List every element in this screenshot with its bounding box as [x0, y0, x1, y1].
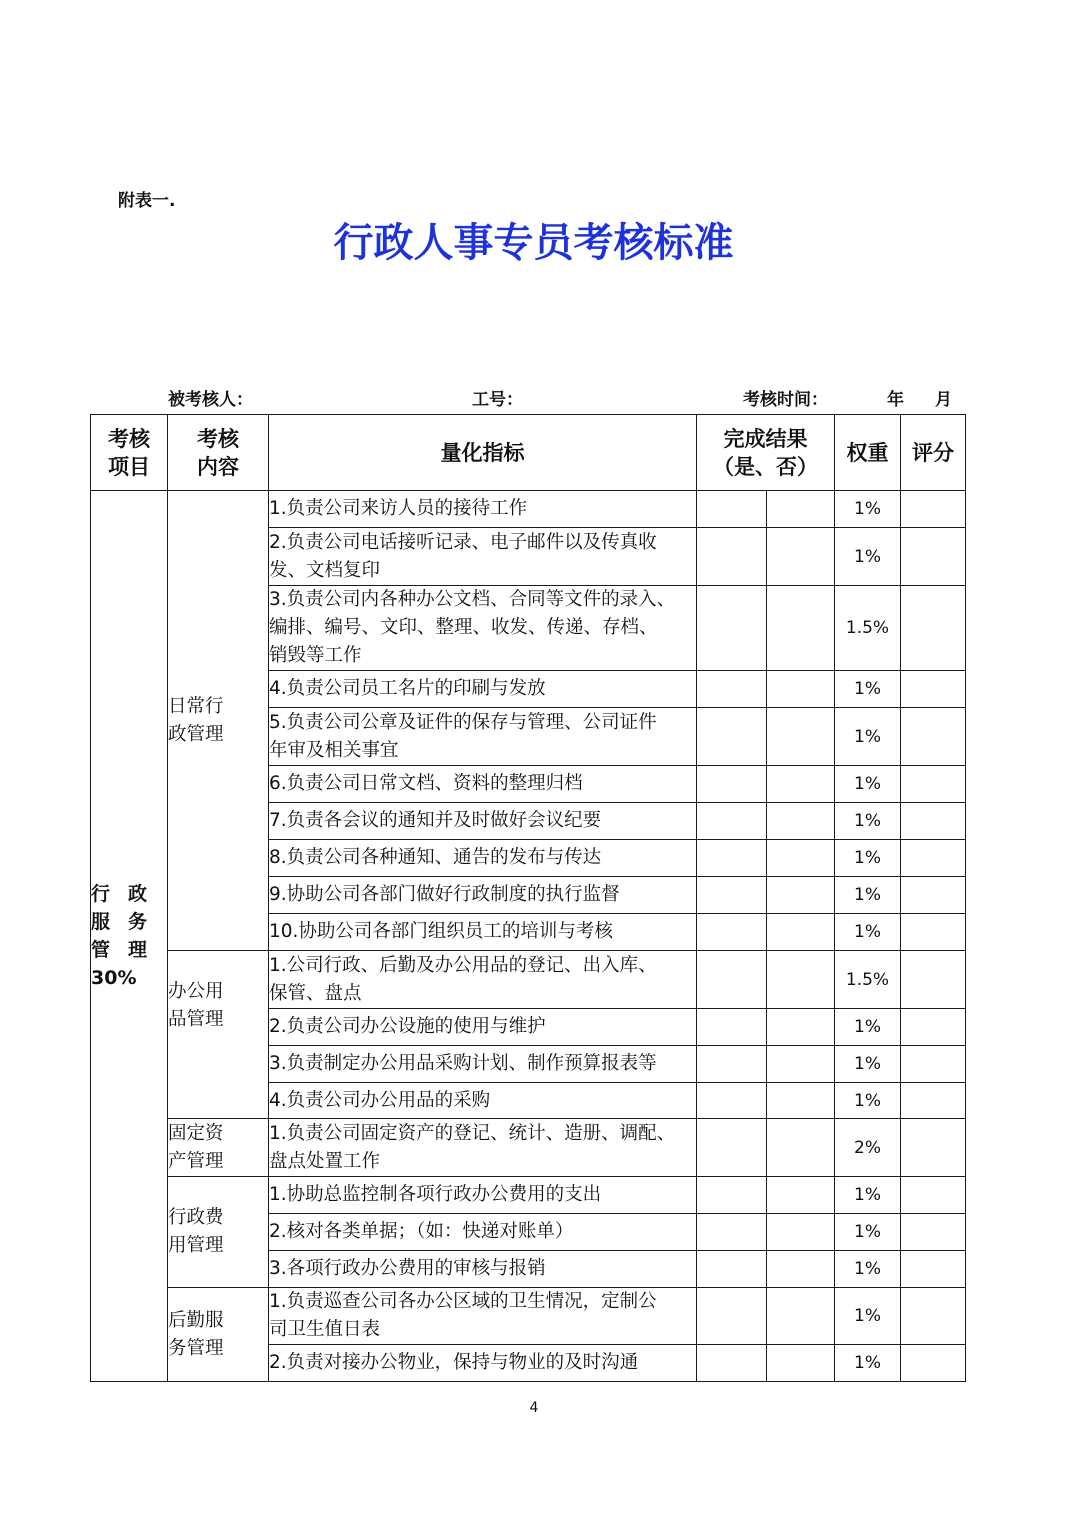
indicator-line: 2.负责公司办公设施的使用与维护	[269, 1016, 546, 1037]
header-row	[91, 415, 966, 491]
indicator-line: 9.协助公司各部门做好行政制度的执行监督	[269, 884, 620, 905]
group-label-line: 固定资	[168, 1122, 224, 1144]
group-label-line: 品管理	[168, 1008, 224, 1030]
result-no-cell	[767, 1119, 835, 1177]
group-label-line: 后勤服	[168, 1309, 224, 1331]
weight-cell: 1%	[835, 1345, 901, 1382]
score-cell	[901, 877, 966, 914]
indicator-cell	[269, 766, 697, 803]
group-label-line: 务管理	[168, 1337, 224, 1359]
indicator-cell	[269, 586, 697, 671]
indicator-cell	[269, 528, 697, 586]
weight-cell: 2%	[835, 1119, 901, 1177]
score-cell	[901, 766, 966, 803]
result-yes-cell	[697, 528, 767, 586]
indicator-line: 1.负责公司固定资产的登记、统计、造册、调配、	[269, 1122, 676, 1144]
assessment-time-label: 考核时间：	[743, 390, 828, 410]
month-label: 月	[935, 390, 952, 410]
indicator-line: 1.负责巡查公司各办公区域的卫生情况，定制公	[269, 1291, 657, 1312]
score-cell	[901, 1046, 966, 1083]
result-yes-cell	[697, 840, 767, 877]
indicator-line: 年审及相关事宜	[269, 739, 399, 761]
indicator-line: 3.负责制定办公用品采购计划、制作预算报表等	[269, 1053, 657, 1074]
result-yes-cell	[697, 877, 767, 914]
indicator-line: 10.协助公司各部门组织员工的培训与考核	[269, 921, 613, 942]
result-no-cell	[767, 766, 835, 803]
result-yes-cell	[697, 766, 767, 803]
result-no-cell	[767, 1288, 835, 1345]
page-number: 4	[529, 1400, 539, 1416]
indicator-line: 保管、盘点	[269, 982, 362, 1004]
score-cell	[901, 491, 966, 528]
result-no-cell	[767, 1009, 835, 1046]
result-yes-cell	[697, 1119, 767, 1177]
indicator-cell	[269, 1046, 697, 1083]
weight-cell: 1%	[835, 491, 901, 528]
score-cell	[901, 1345, 966, 1382]
score-cell	[901, 803, 966, 840]
group-label-line: 用管理	[168, 1235, 224, 1256]
group-label-cell	[168, 1119, 269, 1177]
result-no-cell	[767, 1083, 835, 1119]
header-indicator: 量化指标	[269, 415, 697, 491]
score-cell	[901, 708, 966, 766]
header-content-line: 内容	[197, 454, 239, 479]
page-title: 行政人事专员考核标准	[333, 220, 734, 266]
indicator-line: 2.负责公司电话接听记录、电子邮件以及传真收	[269, 531, 657, 553]
result-no-cell	[767, 803, 835, 840]
result-yes-cell	[697, 1288, 767, 1345]
score-cell	[901, 1177, 966, 1214]
result-yes-cell	[697, 586, 767, 671]
result-no-cell	[767, 840, 835, 877]
result-yes-cell	[697, 1083, 767, 1119]
indicator-cell	[269, 1009, 697, 1046]
header-score: 评分	[901, 415, 966, 491]
indicator-cell	[269, 1288, 697, 1345]
indicator-line: 2.核对各类单据；（如：快递对账单）	[269, 1221, 574, 1242]
indicator-cell	[269, 708, 697, 766]
score-cell	[901, 951, 966, 1009]
score-cell	[901, 586, 966, 671]
result-no-cell	[767, 877, 835, 914]
indicator-line: 司卫生值日表	[269, 1319, 381, 1340]
category-weight: 30%	[91, 967, 137, 989]
header-item-line: 项目	[108, 454, 150, 479]
indicator-cell	[269, 1345, 697, 1382]
header-content	[168, 415, 269, 491]
weight-cell: 1%	[835, 766, 901, 803]
score-cell	[901, 1214, 966, 1251]
weight-cell: 1%	[835, 1046, 901, 1083]
result-yes-cell	[697, 1177, 767, 1214]
table-row	[91, 491, 966, 528]
group-label-line: 行政费	[168, 1207, 224, 1228]
indicator-cell	[269, 671, 697, 708]
result-no-cell	[767, 914, 835, 951]
indicator-cell	[269, 803, 697, 840]
result-no-cell	[767, 1345, 835, 1382]
table-row	[91, 1177, 966, 1214]
group-label-line: 办公用	[168, 980, 224, 1002]
indicator-cell	[269, 1083, 697, 1119]
group-label-line: 政管理	[168, 723, 224, 745]
result-yes-cell	[697, 803, 767, 840]
header-result	[697, 415, 835, 491]
result-yes-cell	[697, 914, 767, 951]
table-row	[91, 1288, 966, 1345]
weight-cell: 1%	[835, 1251, 901, 1288]
indicator-line: 1.协助总监控制各项行政办公费用的支出	[269, 1184, 602, 1205]
group-label-line: 日常行	[168, 695, 224, 717]
result-no-cell	[767, 491, 835, 528]
category-line: 服务	[91, 911, 147, 933]
year-label: 年	[887, 390, 904, 410]
indicator-cell	[269, 491, 697, 528]
indicator-line: 发、文档复印	[269, 559, 381, 581]
table-row	[91, 1119, 966, 1177]
result-no-cell	[767, 671, 835, 708]
score-cell	[901, 1009, 966, 1046]
group-label-cell	[168, 1177, 269, 1288]
result-yes-cell	[697, 1046, 767, 1083]
weight-cell: 1%	[835, 840, 901, 877]
weight-cell: 1%	[835, 914, 901, 951]
weight-cell: 1%	[835, 1083, 901, 1119]
indicator-cell	[269, 914, 697, 951]
assessment-table	[90, 414, 966, 1382]
indicator-cell	[269, 1119, 697, 1177]
result-no-cell	[767, 951, 835, 1009]
indicator-line: 盘点处置工作	[269, 1150, 381, 1172]
score-cell	[901, 840, 966, 877]
score-cell	[901, 1083, 966, 1119]
weight-cell: 1.5%	[835, 951, 901, 1009]
result-no-cell	[767, 1046, 835, 1083]
result-yes-cell	[697, 491, 767, 528]
indicator-line: 1.负责公司来访人员的接待工作	[269, 498, 528, 519]
weight-cell: 1%	[835, 671, 901, 708]
indicator-line: 5.负责公司公章及证件的保存与管理、公司证件	[269, 711, 657, 733]
result-no-cell	[767, 586, 835, 671]
table-row	[91, 951, 966, 1009]
indicator-cell	[269, 877, 697, 914]
category-line: 管理	[91, 939, 147, 961]
indicator-line: 3.各项行政办公费用的审核与报销	[269, 1258, 546, 1279]
indicator-line: 7.负责各会议的通知并及时做好会议纪要	[269, 810, 602, 831]
result-yes-cell	[697, 1345, 767, 1382]
score-cell	[901, 671, 966, 708]
result-yes-cell	[697, 1251, 767, 1288]
weight-cell: 1%	[835, 1288, 901, 1345]
score-cell	[901, 1251, 966, 1288]
weight-cell: 1%	[835, 1214, 901, 1251]
indicator-line: 1.公司行政、后勤及办公用品的登记、出入库、	[269, 954, 657, 976]
result-no-cell	[767, 1214, 835, 1251]
indicator-line: 2.负责对接办公物业，保持与物业的及时沟通	[269, 1352, 639, 1373]
indicator-line: 销毁等工作	[269, 645, 362, 666]
category-cell	[91, 491, 168, 1382]
header-weight: 权重	[835, 415, 901, 491]
header-result-line: 完成结果	[723, 426, 808, 451]
group-label-cell	[168, 1288, 269, 1382]
employee-id-label: 工号：	[472, 390, 523, 410]
weight-cell: 1%	[835, 877, 901, 914]
indicator-line: 4.负责公司办公用品的采购	[269, 1089, 491, 1111]
indicator-cell	[269, 840, 697, 877]
group-label-cell	[168, 491, 269, 951]
result-no-cell	[767, 528, 835, 586]
indicator-cell	[269, 1251, 697, 1288]
result-yes-cell	[697, 708, 767, 766]
result-yes-cell	[697, 671, 767, 708]
weight-cell: 1%	[835, 803, 901, 840]
score-cell	[901, 1119, 966, 1177]
score-cell	[901, 1288, 966, 1345]
category-line: 行政	[91, 883, 147, 905]
weight-cell: 1%	[835, 708, 901, 766]
appendix-label: 附表一.	[118, 191, 176, 211]
score-cell	[901, 528, 966, 586]
indicator-cell	[269, 1177, 697, 1214]
result-yes-cell	[697, 1009, 767, 1046]
indicator-cell	[269, 951, 697, 1009]
result-yes-cell	[697, 951, 767, 1009]
weight-cell: 1%	[835, 1177, 901, 1214]
indicator-line: 编排、编号、文印、整理、收发、传递、存档、	[269, 617, 658, 638]
assessee-label: 被考核人：	[168, 390, 253, 410]
indicator-line: 4.负责公司员工名片的印刷与发放	[269, 678, 546, 699]
score-cell	[901, 914, 966, 951]
header-item-line: 考核	[108, 426, 150, 451]
result-yes-cell	[697, 1214, 767, 1251]
group-label-line: 产管理	[168, 1150, 224, 1172]
indicator-cell	[269, 1214, 697, 1251]
result-no-cell	[767, 708, 835, 766]
header-result-line: （是、否）	[713, 454, 818, 479]
group-label-cell	[168, 951, 269, 1119]
indicator-line: 8.负责公司各种通知、通告的发布与传达	[269, 847, 602, 868]
indicator-line: 3.负责公司内各种办公文档、合同等文件的录入、	[269, 589, 676, 610]
weight-cell: 1%	[835, 1009, 901, 1046]
weight-cell: 1.5%	[835, 586, 901, 671]
indicator-line: 6.负责公司日常文档、资料的整理归档	[269, 773, 583, 794]
result-no-cell	[767, 1251, 835, 1288]
header-content-line: 考核	[197, 426, 239, 451]
weight-cell: 1%	[835, 528, 901, 586]
result-no-cell	[767, 1177, 835, 1214]
header-item	[91, 415, 168, 491]
